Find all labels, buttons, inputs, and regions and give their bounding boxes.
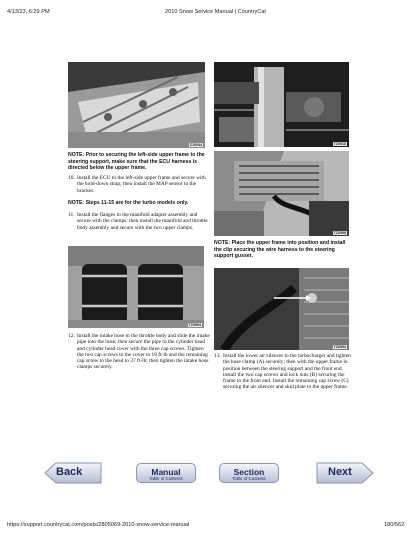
figure-4-image <box>68 246 204 328</box>
step-number: 10. <box>68 175 75 181</box>
note-label: NOTE: <box>68 152 85 158</box>
print-datetime: 4/13/23, 6:29 PM <box>7 9 50 15</box>
step-10 <box>68 175 210 194</box>
step-13 <box>214 353 354 391</box>
print-page-title: 2010 Snow Service Manual | CountryCat <box>165 9 266 15</box>
section-label: Section <box>233 467 265 477</box>
step-11 <box>68 212 210 231</box>
note-upper-frame <box>214 240 352 260</box>
section-sub-label: Table of Contents <box>232 476 266 481</box>
manual-label: Manual <box>151 467 181 477</box>
figure-5-photo <box>214 268 349 350</box>
note-label: NOTE: <box>68 200 85 206</box>
manual-toc-button[interactable] <box>136 463 196 483</box>
step-text: Install the ECU to the left-side upper frame and secure with the hold-down strap; then install the MAP sensor to the bracket. <box>77 175 206 194</box>
figure-1-code: ZJ0044 <box>189 143 202 147</box>
step-number: 13. <box>214 353 221 359</box>
next-button[interactable] <box>316 462 374 484</box>
figure-3-image <box>214 151 349 236</box>
figure-2-code: TZ0918 <box>333 142 346 146</box>
print-url: https://support.countrycat.com/posts/2805069-2010-snow-service-manual <box>7 522 190 528</box>
back-label: Back <box>56 466 83 478</box>
figure-4-photo <box>68 246 204 328</box>
note-text: Steps 11-15 are for the turbo models only. <box>84 200 189 206</box>
step-number: 12. <box>68 333 75 339</box>
step-12 <box>68 333 210 371</box>
figure-5-image <box>214 268 349 350</box>
next-label: Next <box>328 466 352 478</box>
figure-2-image <box>214 62 349 147</box>
figure-4-code: TZ0994 <box>188 323 201 327</box>
figure-5-code: TZ0994 <box>333 345 346 349</box>
step-text: Install the lower air silencer to the turbocharger and tighten the hose clamp (A) securely; then with the upper frame in position between the steering support and the front end, install the two cap screws and lock nuts (B) securing the frame to the front end. Install the remaining cap screw (C) securing the air silencer and skid plate to the upper frame. <box>223 353 351 391</box>
note-text: Place the upper frame into position and install the clip securing the wire harness to the steering support gusset. <box>214 240 346 260</box>
note-label: NOTE: <box>214 240 231 246</box>
figure-3-photo <box>214 151 349 236</box>
back-button[interactable] <box>44 462 102 484</box>
note-ecu-harness <box>68 152 208 172</box>
figure-1-photo <box>68 62 205 148</box>
figure-2-photo <box>214 62 349 147</box>
note-turbo-models <box>68 200 210 207</box>
figure-1-image <box>68 62 205 148</box>
step-text: Install the intake hose to the throttle body and slide the intake pipe into the hose; then secure the pipe to the cylinder head and cylinder head cover with the three cap screws. Tighten the two cap screws to the cover to 18 ft-lb and the remaining cap screw to the head to 37 ft-lb; then tighten the intake hose clamps securely. <box>77 333 210 371</box>
step-number: 11. <box>68 212 75 218</box>
step-text: Install the flanges to the manifold adapter assembly and secure with the clamps; then install the manifold and throttle body assembly and secure with the two upper clamps. <box>77 212 208 231</box>
note-text: Prior to securing the left-side upper frame to the steering support, make sure that the ECU harness is directed below the upper frame. <box>68 152 205 172</box>
print-page-count: 180/562 <box>384 522 405 528</box>
figure-3-code: TZ0598 <box>333 231 346 235</box>
section-toc-button[interactable] <box>219 463 279 483</box>
manual-sub-label: Table of Contents <box>149 476 183 481</box>
